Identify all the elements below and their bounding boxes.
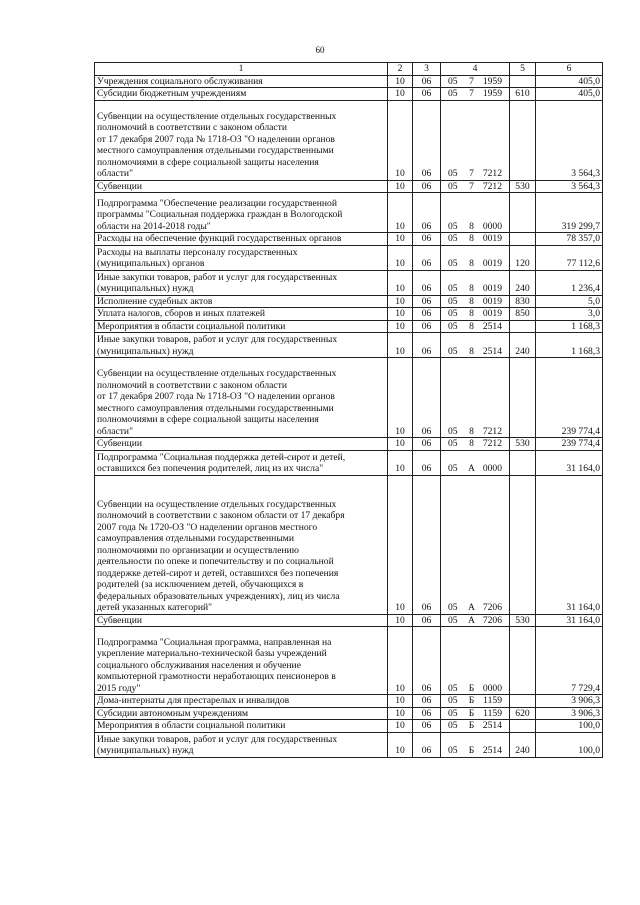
subprogram-code: 7 [469, 75, 474, 87]
budget-table [94, 62, 603, 758]
target-article-code [441, 627, 510, 695]
table-row [95, 475, 603, 614]
target-article-code [441, 614, 510, 627]
amount: 3 564,3 [536, 100, 603, 180]
section-code: 10 [388, 695, 413, 708]
expense-type-code [510, 695, 536, 708]
subsection-code: 06 [413, 270, 441, 295]
direction-code: 7212 [482, 425, 502, 437]
amount: 77 112,6 [536, 245, 603, 270]
direction-code: 0019 [482, 283, 502, 294]
direction-code: 7212 [482, 168, 502, 179]
section-code: 10 [388, 438, 413, 451]
section-code: 10 [388, 358, 413, 438]
expense-type-code: 620 [510, 707, 536, 720]
table-row [95, 720, 603, 733]
subsection-code: 06 [413, 695, 441, 708]
section-code: 10 [388, 180, 413, 193]
row-name: Расходы на обеспечение функций государственных органов [95, 233, 388, 246]
program-code: 05 [448, 233, 458, 244]
table-row [95, 308, 603, 321]
direction-code: 7206 [482, 602, 502, 613]
subsection-code: 06 [413, 358, 441, 438]
row-name: Подпрограмма "Обеспечение реализации государственной программы "Социальная поддержка граждан в Вологодской области на 2014-2018 годы" [95, 193, 388, 233]
program-code: 05 [448, 425, 458, 437]
expense-type-code: 120 [510, 245, 536, 270]
subprogram-code: 8 [469, 425, 474, 437]
expense-type-code: 830 [510, 295, 536, 308]
direction-code: 0000 [482, 220, 502, 232]
table-row [95, 320, 603, 333]
section-code: 10 [388, 320, 413, 333]
table-row [95, 88, 603, 101]
column-header: 4 [441, 63, 510, 76]
subsection-code: 06 [413, 720, 441, 733]
section-code: 10 [388, 233, 413, 246]
subprogram-code: Б [468, 695, 475, 706]
amount: 3,0 [536, 308, 603, 321]
subsection-code: 06 [413, 233, 441, 246]
amount: 405,0 [536, 75, 603, 88]
section-code: 10 [388, 270, 413, 295]
table-row [95, 333, 603, 358]
subprogram-code: 8 [469, 320, 474, 332]
subsection-code: 06 [413, 732, 441, 757]
row-name: Учреждения социального обслуживания [95, 75, 388, 88]
section-code: 10 [388, 732, 413, 757]
column-header: 6 [536, 63, 603, 76]
subprogram-code: А [468, 602, 475, 613]
subsection-code: 06 [413, 295, 441, 308]
amount: 5,0 [536, 295, 603, 308]
amount: 239 774,4 [536, 438, 603, 451]
row-name: Субсидии автономным учреждениям [95, 707, 388, 720]
target-article-code [441, 320, 510, 333]
program-code: 05 [448, 602, 458, 613]
expense-type-code [510, 75, 536, 88]
expense-type-code: 610 [510, 88, 536, 101]
subsection-code: 06 [413, 438, 441, 451]
section-code: 10 [388, 627, 413, 695]
subsection-code: 06 [413, 100, 441, 180]
subprogram-code: Б [468, 682, 475, 694]
amount: 319 299,7 [536, 193, 603, 233]
program-code: 05 [448, 320, 458, 332]
direction-code: 0000 [482, 463, 502, 474]
target-article-code [441, 308, 510, 321]
program-code: 05 [448, 220, 458, 232]
target-article-code [441, 695, 510, 708]
section-code: 10 [388, 100, 413, 180]
section-code: 10 [388, 333, 413, 358]
expense-type-code [510, 320, 536, 333]
target-article-code [441, 270, 510, 295]
direction-code: 1959 [482, 88, 502, 99]
subsection-code: 06 [413, 614, 441, 627]
subsection-code: 06 [413, 627, 441, 695]
amount: 100,0 [536, 720, 603, 733]
table-row [95, 295, 603, 308]
subsection-code: 06 [413, 88, 441, 101]
program-code: 05 [448, 682, 458, 694]
table-row [95, 270, 603, 295]
row-name: Субвенции [95, 438, 388, 451]
subsection-code: 06 [413, 450, 441, 475]
subprogram-code: 8 [469, 308, 474, 319]
row-name: Расходы на выплаты персоналу государственных (муниципальных) органов [95, 245, 388, 270]
subprogram-code: Б [468, 745, 475, 756]
page-number: 60 [315, 45, 325, 55]
subsection-code: 06 [413, 245, 441, 270]
program-code: 05 [448, 695, 458, 706]
direction-code: 0019 [482, 233, 502, 244]
subprogram-code: А [468, 614, 475, 626]
program-code: 05 [448, 295, 458, 307]
expense-type-code [510, 100, 536, 180]
program-code: 05 [448, 180, 458, 192]
section-code: 10 [388, 475, 413, 614]
expense-type-code: 530 [510, 614, 536, 627]
row-name: Субсидии бюджетным учреждениям [95, 88, 388, 101]
column-header: 2 [388, 63, 413, 76]
program-code: 05 [448, 707, 458, 719]
amount: 3 906,3 [536, 707, 603, 720]
header-row [95, 63, 603, 76]
expense-type-code [510, 475, 536, 614]
subsection-code: 06 [413, 308, 441, 321]
amount: 31 164,0 [536, 475, 603, 614]
expense-type-code [510, 358, 536, 438]
row-name: Дома-интернаты для престарелых и инвалидов [95, 695, 388, 708]
table-row [95, 614, 603, 627]
section-code: 10 [388, 88, 413, 101]
target-article-code [441, 295, 510, 308]
subprogram-code: А [468, 463, 475, 474]
column-header: 5 [510, 63, 536, 76]
subprogram-code: 7 [469, 180, 474, 192]
row-name: Субвенции на осуществление отдельных государственных полномочий в соответствии с законом области от 17 декабря 2007 года № 1718-ОЗ "О наделении органов местного самоуправления отдельными государственными полномочиями в сфере социальной защиты населения области" [95, 100, 388, 180]
table-row [95, 193, 603, 233]
row-name: Исполнение судебных актов [95, 295, 388, 308]
direction-code: 1159 [483, 707, 502, 719]
target-article-code [441, 100, 510, 180]
expense-type-code [510, 720, 536, 733]
subprogram-code: 8 [469, 258, 474, 269]
direction-code: 7212 [482, 438, 502, 449]
table-row [95, 627, 603, 695]
section-code: 10 [388, 720, 413, 733]
target-article-code [441, 358, 510, 438]
subprogram-code: Б [468, 707, 475, 719]
program-code: 05 [448, 168, 458, 179]
program-code: 05 [448, 258, 458, 269]
direction-code: 2514 [482, 745, 502, 756]
subprogram-code: 8 [469, 283, 474, 294]
row-name: Уплата налогов, сборов и иных платежей [95, 308, 388, 321]
subsection-code: 06 [413, 707, 441, 720]
amount: 405,0 [536, 88, 603, 101]
target-article-code [441, 75, 510, 88]
row-name: Подпрограмма "Социальная программа, направленная на укрепление материально-технической базы учреждений социального обслуживания населения и обучение компьютерной грамотности неработающих пенсионеров в 2015 году" [95, 627, 388, 695]
target-article-code [441, 720, 510, 733]
table-row [95, 100, 603, 180]
amount: 31 164,0 [536, 450, 603, 475]
row-name: Иные закупки товаров, работ и услуг для государственных (муниципальных) нужд [95, 333, 388, 358]
expense-type-code: 530 [510, 438, 536, 451]
section-code: 10 [388, 193, 413, 233]
amount: 7 729,4 [536, 627, 603, 695]
program-code: 05 [448, 75, 458, 87]
section-code: 10 [388, 308, 413, 321]
amount: 78 357,0 [536, 233, 603, 246]
target-article-code [441, 333, 510, 358]
row-name: Мероприятия в области социальной политики [95, 720, 388, 733]
program-code: 05 [448, 720, 458, 731]
amount: 3 906,3 [536, 695, 603, 708]
subprogram-code: 8 [469, 345, 474, 357]
target-article-code [441, 732, 510, 757]
subsection-code: 06 [413, 333, 441, 358]
column-header: 3 [413, 63, 441, 76]
direction-code: 2514 [482, 720, 502, 731]
amount: 1 236,4 [536, 270, 603, 295]
direction-code: 0019 [482, 295, 502, 307]
expense-type-code [510, 233, 536, 246]
subsection-code: 06 [413, 75, 441, 88]
table-row [95, 707, 603, 720]
table-row [95, 450, 603, 475]
program-code: 05 [448, 308, 458, 319]
expense-type-code: 240 [510, 270, 536, 295]
direction-code: 0019 [482, 258, 502, 269]
expense-type-code [510, 193, 536, 233]
program-code: 05 [448, 345, 458, 357]
expense-type-code: 530 [510, 180, 536, 193]
row-name: Иные закупки товаров, работ и услуг для государственных (муниципальных) нужд [95, 270, 388, 295]
target-article-code [441, 180, 510, 193]
amount: 1 168,3 [536, 320, 603, 333]
row-name: Мероприятия в области социальной политики [95, 320, 388, 333]
direction-code: 1159 [483, 695, 502, 706]
table-row [95, 438, 603, 451]
target-article-code [441, 707, 510, 720]
direction-code: 1959 [482, 75, 502, 87]
amount: 100,0 [536, 732, 603, 757]
row-name: Субвенции [95, 614, 388, 627]
table-row [95, 245, 603, 270]
target-article-code [441, 193, 510, 233]
target-article-code [441, 450, 510, 475]
program-code: 05 [448, 614, 458, 626]
direction-code: 0019 [482, 308, 502, 319]
direction-code: 7206 [482, 614, 502, 626]
section-code: 10 [388, 614, 413, 627]
target-article-code [441, 233, 510, 246]
direction-code: 2514 [482, 320, 502, 332]
expense-type-code: 850 [510, 308, 536, 321]
subprogram-code: 8 [469, 438, 474, 449]
expense-type-code: 240 [510, 732, 536, 757]
program-code: 05 [448, 463, 458, 474]
target-article-code [441, 475, 510, 614]
section-code: 10 [388, 245, 413, 270]
table-row [95, 75, 603, 88]
subsection-code: 06 [413, 180, 441, 193]
expense-type-code: 240 [510, 333, 536, 358]
row-name: Субвенции на осуществление отдельных государственных полномочий в соответствии с законом области от 17 декабря 2007 года № 1720-ОЗ "О наделении органов местного самоуправления отдельными государственными полномочиями по организации и осуществлению деятельности по опеке и попечительству и по социальной поддержке детей-сирот и детей, оставшихся без попечения родителей (за исключением детей, обучающихся в федеральных образовательных учреждениях), лиц из числа детей указанных категорий" [95, 475, 388, 614]
column-header: 1 [95, 63, 388, 76]
expense-type-code [510, 450, 536, 475]
table-row [95, 233, 603, 246]
direction-code: 0000 [482, 682, 502, 694]
amount: 31 164,0 [536, 614, 603, 627]
section-code: 10 [388, 707, 413, 720]
row-name: Подпрограмма "Социальная поддержка детей-сирот и детей, оставшихся без попечения родителей, лиц из их числа" [95, 450, 388, 475]
program-code: 05 [448, 88, 458, 99]
row-name: Субвенции на осуществление отдельных государственных полномочий в соответствии с законом области от 17 декабря 2007 года № 1718-ОЗ "О наделении органов местного самоуправления отдельными государственными полномочиями в сфере социальной защиты населения области" [95, 358, 388, 438]
amount: 239 774,4 [536, 358, 603, 438]
target-article-code [441, 245, 510, 270]
target-article-code [441, 88, 510, 101]
subsection-code: 06 [413, 320, 441, 333]
table-row [95, 695, 603, 708]
subprogram-code: Б [468, 720, 475, 731]
subprogram-code: 8 [469, 295, 474, 307]
subprogram-code: 7 [469, 168, 474, 179]
row-name: Субвенции [95, 180, 388, 193]
table-row [95, 732, 603, 757]
section-code: 10 [388, 450, 413, 475]
direction-code: 7212 [482, 180, 502, 192]
subprogram-code: 7 [469, 88, 474, 99]
amount: 1 168,3 [536, 333, 603, 358]
program-code: 05 [448, 745, 458, 756]
direction-code: 2514 [482, 345, 502, 357]
amount: 3 564,3 [536, 180, 603, 193]
program-code: 05 [448, 283, 458, 294]
program-code: 05 [448, 438, 458, 449]
section-code: 10 [388, 75, 413, 88]
section-code: 10 [388, 295, 413, 308]
subsection-code: 06 [413, 193, 441, 233]
row-name: Иные закупки товаров, работ и услуг для государственных (муниципальных) нужд [95, 732, 388, 757]
table-row [95, 358, 603, 438]
expense-type-code [510, 627, 536, 695]
target-article-code [441, 438, 510, 451]
subsection-code: 06 [413, 475, 441, 614]
subprogram-code: 8 [469, 220, 474, 232]
subprogram-code: 8 [469, 233, 474, 244]
table-row [95, 180, 603, 193]
